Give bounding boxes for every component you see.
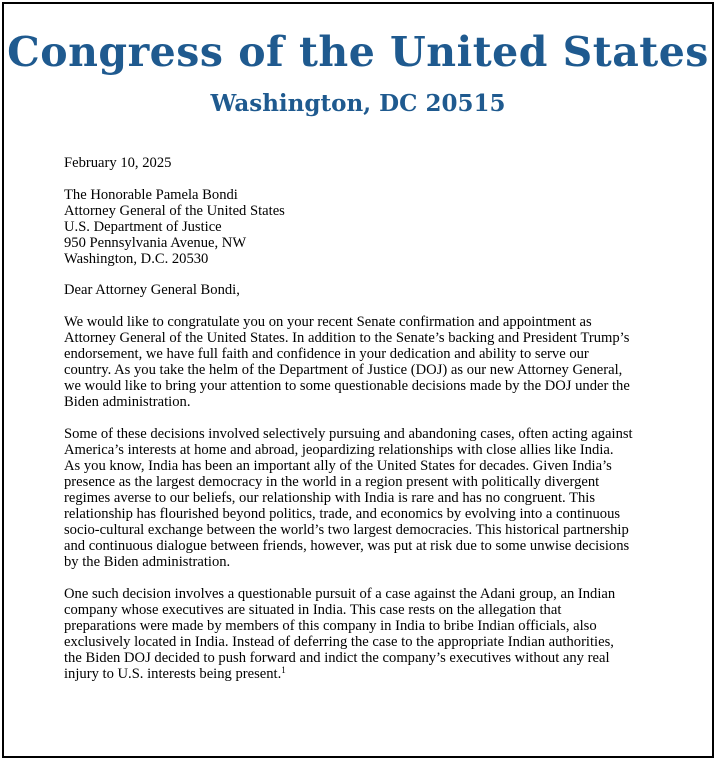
paragraph-line: Attorney General of the United States. In addition to the Senate’s backing and President Trump’s — [64, 330, 630, 346]
address-line: The Honorable Pamela Bondi — [64, 187, 238, 203]
paragraph-3 — [64, 586, 694, 682]
paragraph-line: socio-cultural exchange between the world’s two largest democracies. This historical partnership — [64, 522, 629, 538]
paragraph-line: preparations were made by members of this company in India to bribe Indian officials, also — [64, 618, 597, 634]
paragraph-line: and continuous dialogue between friends, however, was put at risk due to some unwise decisions — [64, 538, 630, 554]
paragraph-line: by the Biden administration. — [64, 554, 231, 570]
address-line: U.S. Department of Justice — [64, 219, 222, 235]
paragraph-line: Biden administration. — [64, 394, 191, 410]
paragraph-1 — [64, 314, 694, 410]
paragraph-line: One such decision involves a questionable pursuit of a case against the Adani group, an Indian — [64, 586, 616, 602]
paragraph-line: relationship has flourished beyond politics, trade, and economics by evolving into a continuous — [64, 506, 621, 522]
paragraph-line-last — [64, 666, 694, 682]
paragraph-line: the Biden DOJ decided to push forward and indict the company’s executives without any real — [64, 650, 610, 666]
paragraph-line: endorsement, we have full faith and confidence in your dedication and ability to serve our — [64, 346, 589, 362]
paragraph-line: exclusively located in India. Instead of deferring the case to the appropriate Indian authorities, — [64, 634, 614, 650]
letterhead-address: Washington, DC 20515 — [210, 90, 506, 117]
paragraph-line: country. As you take the helm of the Department of Justice (DOJ) as our new Attorney General, — [64, 362, 623, 378]
letter-body — [64, 155, 694, 698]
paragraph-2 — [64, 426, 694, 570]
letter-date: February 10, 2025 — [64, 155, 172, 171]
paragraph-line: presence as the largest democracy in the world in a region present with politically divergent — [64, 474, 600, 490]
paragraph-line: We would like to congratulate you on your recent Senate confirmation and appointment as — [64, 314, 592, 330]
paragraph-line: As you know, India has been an important ally of the United States for decades. Given India’s — [64, 458, 612, 474]
footnote-marker[interactable]: 1 — [281, 665, 286, 675]
paragraph-line: we would like to bring your attention to some questionable decisions made by the DOJ under the — [64, 378, 630, 394]
paragraph-line: company whose executives are situated in India. This case rests on the allegation that — [64, 602, 562, 618]
paragraph-line-text: injury to U.S. interests being present. — [64, 666, 282, 682]
paragraph-line: America’s interests at home and abroad, jeopardizing relationships with close allies like India. — [64, 442, 614, 458]
address-line: Attorney General of the United States — [64, 203, 285, 219]
address-line: Washington, D.C. 20530 — [64, 251, 209, 267]
letterhead-title: Congress of the United States — [7, 28, 709, 76]
letter-page — [2, 2, 714, 758]
address-line: 950 Pennsylvania Avenue, NW — [64, 235, 247, 251]
recipient-address — [64, 187, 694, 267]
paragraph-line: regimes averse to our beliefs, our relationship with India is rare and has no congruent. This — [64, 490, 596, 506]
letterhead — [4, 26, 712, 118]
salutation: Dear Attorney General Bondi, — [64, 282, 240, 298]
paragraph-line: Some of these decisions involved selectively pursuing and abandoning cases, often acting against — [64, 426, 633, 442]
